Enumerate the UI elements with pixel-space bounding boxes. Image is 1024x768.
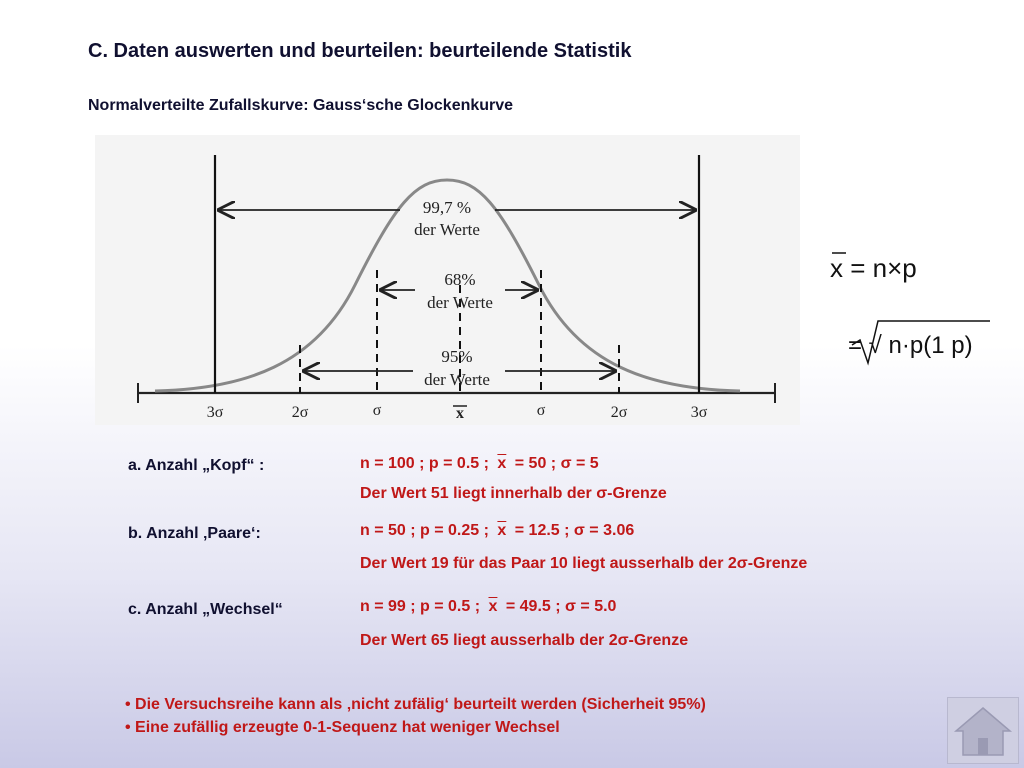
row-c-xbar: $\overline{x}$ (488, 598, 498, 615)
label-997-sub: der Werte (414, 220, 480, 239)
tick-mean: x (456, 405, 464, 422)
row-a-rest: = 50 ; σ = 5 (514, 455, 599, 472)
row-c-params (360, 598, 616, 616)
tick-2sigma-left: 2σ (291, 404, 309, 421)
row-b-params-text: n = 50 ; p = 0.25 ; (360, 522, 489, 539)
bullet-1: • Die Versuchsreihe kann als ‚nicht zufälig‘ beurteilt werden (Sicherheit 95%) (125, 696, 706, 713)
page-title: C. Daten auswerten und beurteilen: beurteilende Statistik (88, 40, 632, 62)
label-997: 99,7 % (422, 198, 472, 217)
tick-2sigma-right: 2σ (610, 404, 628, 421)
formula-line-1: x = n×p (830, 253, 917, 283)
page-subtitle: Normalverteilte Zufallskurve: Gauss‘sche Glockenkurve (88, 97, 514, 114)
formula-box (820, 245, 1010, 375)
row-a-result: Der Wert 51 liegt innerhalb der σ-Grenze (360, 485, 667, 502)
row-a-params (360, 455, 599, 473)
row-c-params-text: n = 99 ; p = 0.5 ; (360, 598, 481, 615)
row-a-xbar: $\overline{x}$ (497, 455, 507, 472)
row-b-rest: = 12.5 ; σ = 3.06 (514, 522, 635, 539)
row-c-result: Der Wert 65 liegt ausserhalb der 2σ-Grenze (360, 632, 689, 649)
label-68: 68% (444, 270, 476, 289)
row-b-label: b. Anzahl ‚Paare‘: (128, 525, 261, 542)
row-b-result: Der Wert 19 für das Paar 10 liegt ausserhalb der 2σ-Grenze (360, 555, 808, 572)
row-b-xbar: $\overline{x}$ (497, 522, 507, 539)
row-c-rest: = 49.5 ; σ = 5.0 (505, 598, 617, 615)
tick-3sigma-right: 3σ (690, 404, 708, 421)
formula-line-2: = √ n·p(1 p) (848, 332, 973, 359)
row-a-label: a. Anzahl „Kopf“ : (128, 457, 265, 474)
home-button[interactable] (947, 697, 1019, 764)
bell-curve-figure (95, 135, 800, 425)
tick-sigma-left: σ (372, 402, 382, 419)
row-c-label: c. Anzahl „Wechsel“ (128, 601, 283, 618)
bullet-2: • Eine zufällig erzeugte 0-1-Sequenz hat weniger Wechsel (125, 719, 560, 736)
row-a-params-text: n = 100 ; p = 0.5 ; (360, 455, 489, 472)
row-b-params (360, 522, 634, 540)
bell-curve-svg (95, 135, 800, 425)
tick-3sigma-left: 3σ (206, 404, 224, 421)
home-icon (948, 698, 1018, 763)
label-95-sub: der Werte (424, 370, 490, 389)
label-68-sub: der Werte (427, 293, 493, 312)
tick-sigma-right: σ (536, 402, 546, 419)
label-95: 95% (441, 347, 473, 366)
